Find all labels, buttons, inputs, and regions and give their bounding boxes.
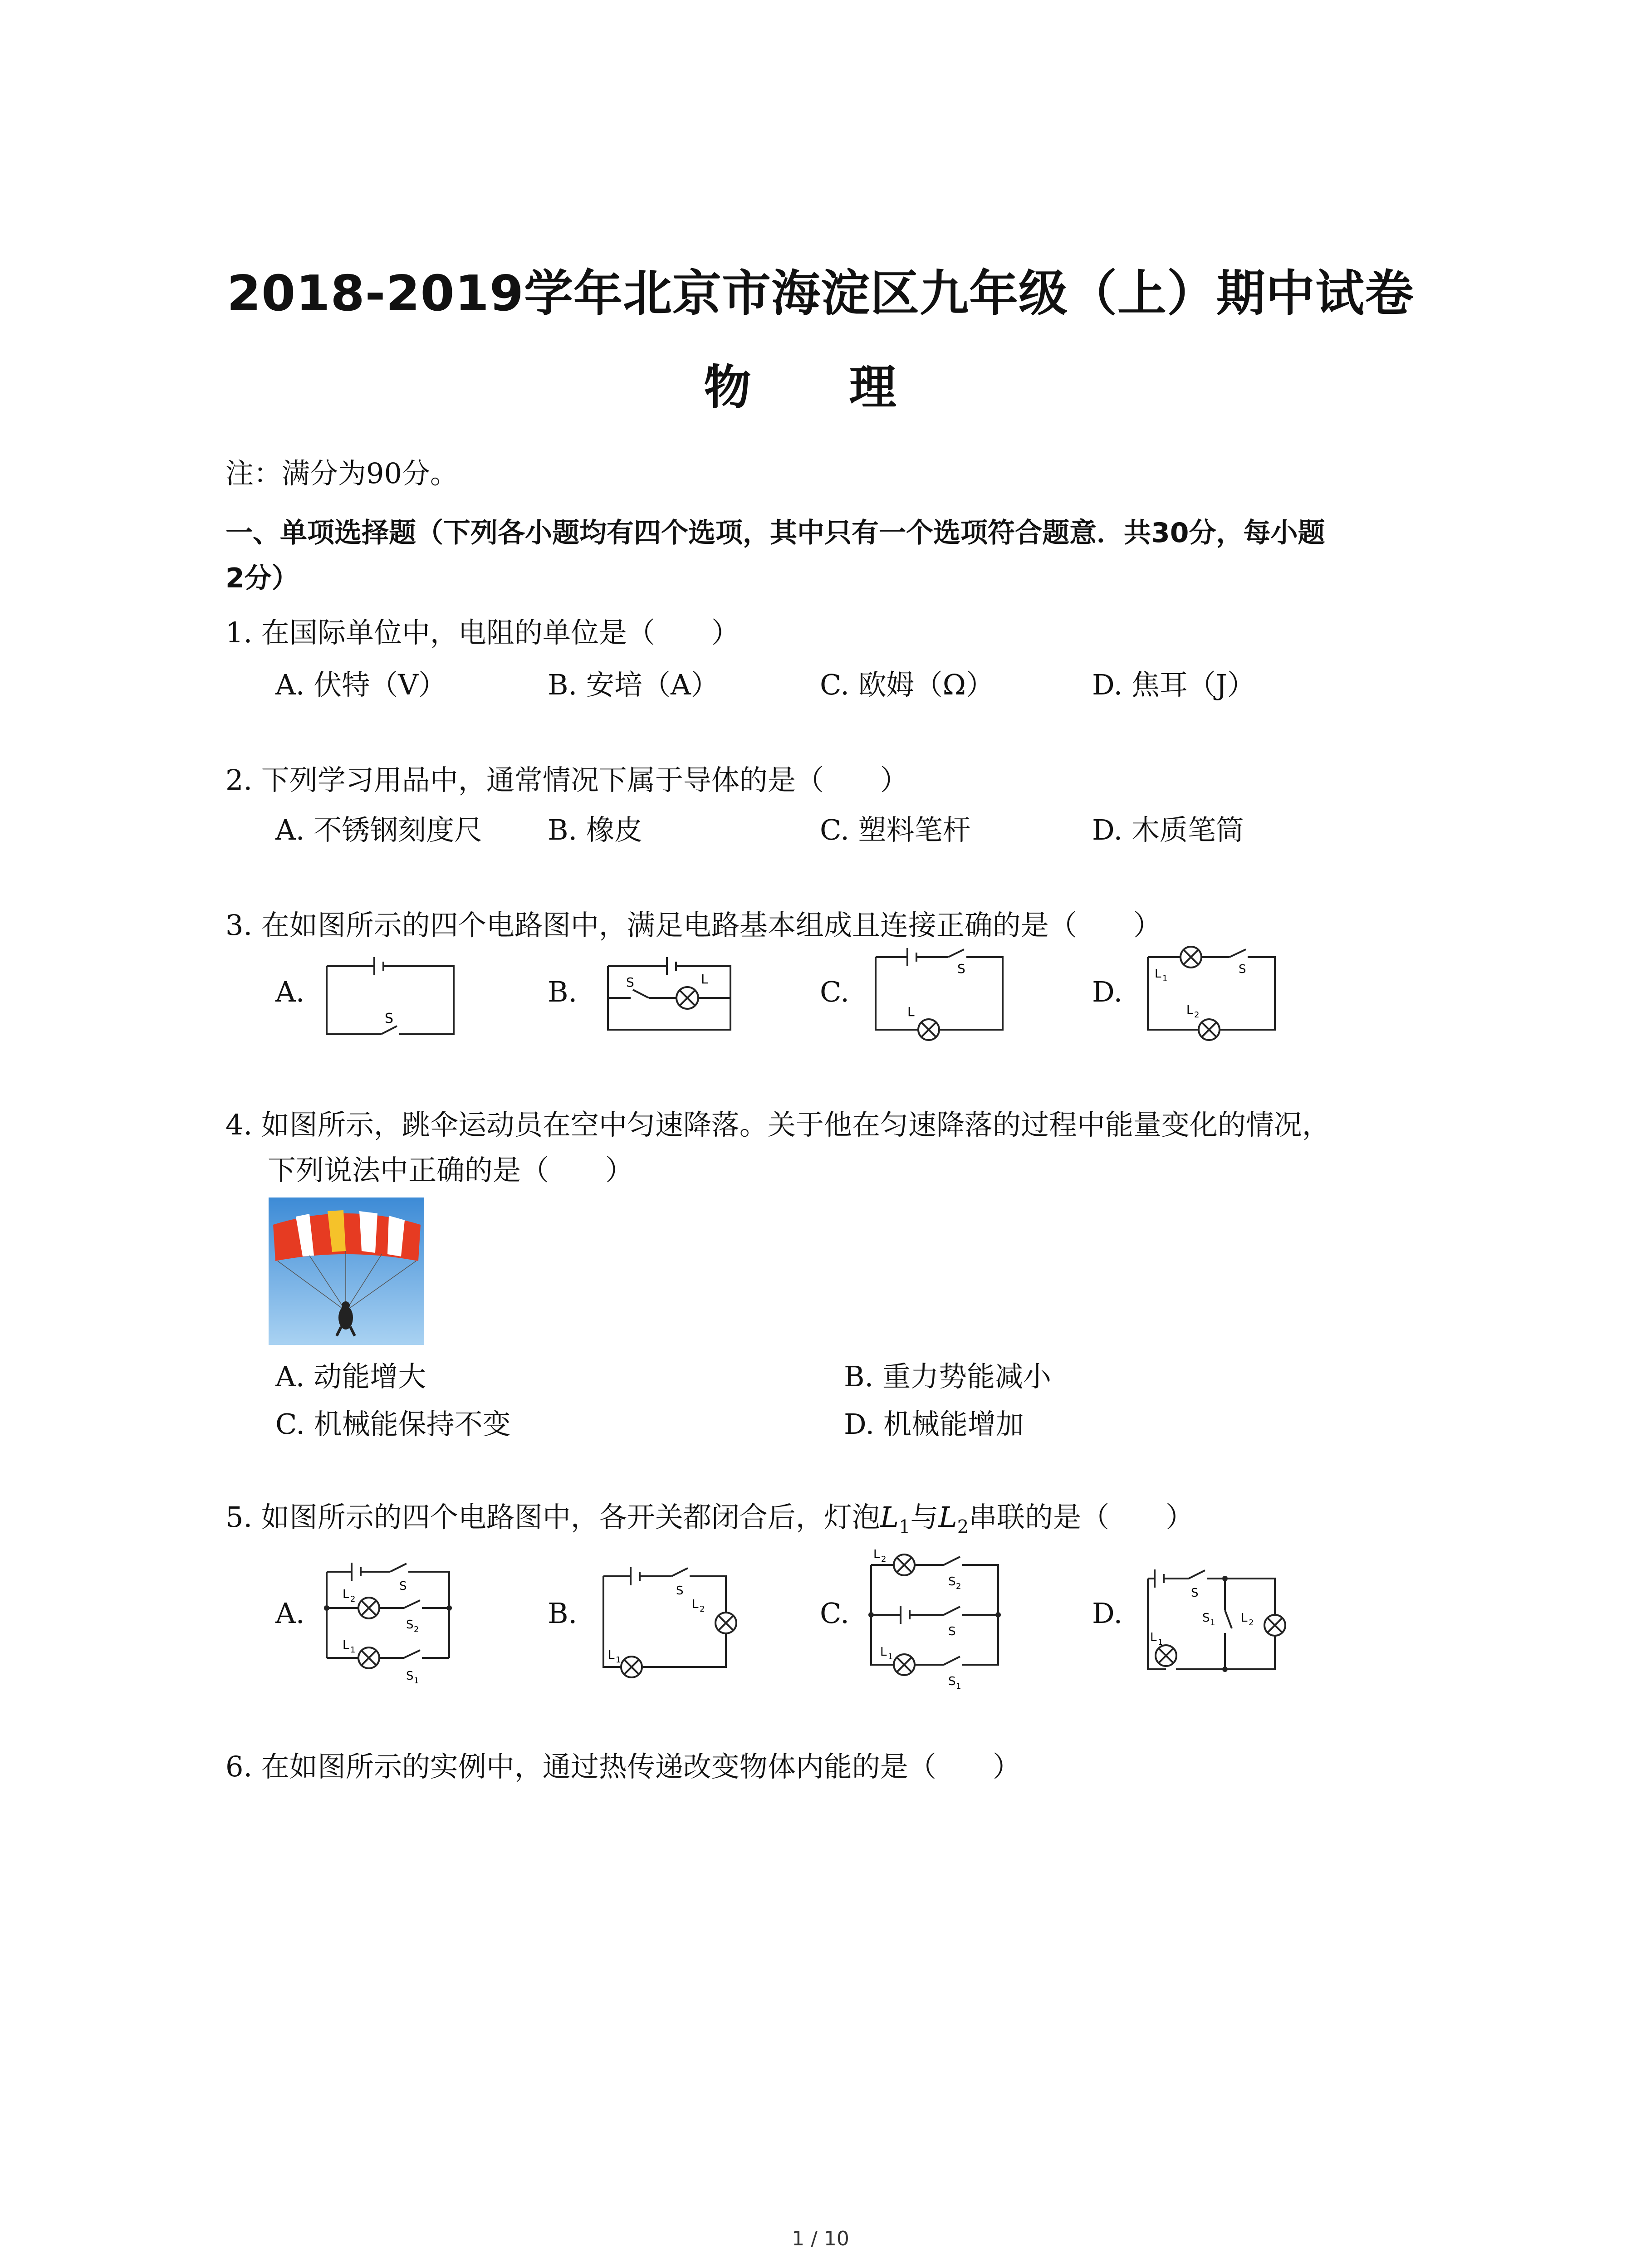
question-2-option-a: A. 不锈钢刻度尺 — [275, 813, 483, 846]
question-5-option-c: C. — [820, 1597, 849, 1630]
subject-title: 物 理 — [704, 360, 937, 415]
question-6-stem: 6. 在如图所示的实例中，通过热传递改变物体内能的是（ ） — [225, 1750, 1021, 1783]
svg-text:S: S — [626, 975, 634, 990]
question-4-option-d: D. 机械能增加 — [844, 1408, 1024, 1441]
svg-text:L: L — [1241, 1611, 1248, 1625]
svg-text:L: L — [880, 1645, 887, 1659]
question-1-option-d: D. 焦耳（J） — [1092, 668, 1255, 701]
question-5-stem: 5. 如图所示的四个电路图中，各开关都闭合后，灯泡$L_1$与$L_2$串联的是（ ） — [225, 1501, 1194, 1538]
svg-text:1: 1 — [956, 1681, 961, 1691]
score-note: 注：满分为90分。 — [225, 457, 458, 490]
svg-text:1: 1 — [1210, 1618, 1215, 1628]
svg-text:L: L — [1150, 1631, 1157, 1644]
svg-text:S: S — [948, 1575, 956, 1589]
svg-text:S: S — [957, 961, 965, 976]
svg-text:1: 1 — [1158, 1637, 1163, 1647]
question-4-stem-cont: 下列说法中正确的是（ ） — [268, 1154, 634, 1187]
svg-text:L: L — [873, 1548, 880, 1561]
question-3-stem: 3. 在如图所示的四个电路图中，满足电路基本组成且连接正确的是（ ） — [225, 909, 1161, 942]
svg-text:L: L — [343, 1638, 349, 1652]
question-2-option-b: B. 橡皮 — [548, 813, 642, 846]
svg-text:S: S — [1239, 963, 1246, 976]
q3-circuit-b — [599, 948, 740, 1041]
svg-text:2: 2 — [1194, 1010, 1200, 1020]
question-1-option-a: A. 伏特（V） — [275, 668, 446, 701]
svg-text:1: 1 — [1162, 974, 1168, 983]
question-2-stem: 2. 下列学习用品中，通常情况下属于导体的是（ ） — [225, 763, 908, 797]
svg-text:L: L — [1155, 967, 1161, 981]
question-4-option-b: B. 重力势能减小 — [844, 1360, 1051, 1393]
svg-text:1: 1 — [888, 1652, 893, 1662]
question-5-option-b: B. — [548, 1597, 578, 1630]
exam-title: 2018-2019学年北京市海淀区九年级（上）期中试卷 — [227, 265, 1414, 322]
svg-text:1: 1 — [350, 1645, 356, 1655]
q5-circuit-b — [594, 1558, 744, 1682]
parachute-photo — [269, 1198, 424, 1345]
question-3-option-b: B. — [548, 975, 578, 1008]
question-4-stem: 4. 如图所示，跳伞运动员在空中匀速降落。关于他在匀速降落的过程中能量变化的情况， — [225, 1108, 1330, 1141]
section-heading-cont: 2分） — [225, 562, 299, 594]
switch-label: S — [385, 1011, 394, 1026]
section-heading: 一、单项选择题（下列各小题均有四个选项，其中只有一个选项符合题意．共30分，每小题 — [225, 517, 1325, 549]
question-4-option-a: A. 动能增大 — [275, 1360, 426, 1393]
svg-text:S: S — [1191, 1586, 1199, 1600]
question-2-option-c: C. 塑料笔杆 — [820, 813, 971, 846]
svg-text:S: S — [1202, 1611, 1210, 1625]
svg-text:1: 1 — [414, 1676, 419, 1686]
q3-circuit-d — [1139, 946, 1284, 1045]
q5-circuit-c — [862, 1547, 1012, 1698]
svg-text:L: L — [343, 1588, 349, 1601]
svg-text:L: L — [907, 1004, 915, 1019]
svg-text:S: S — [948, 1675, 956, 1688]
question-5-option-a: A. — [275, 1597, 305, 1630]
q3-circuit-a — [318, 948, 463, 1045]
q3-circuit-c — [867, 946, 1012, 1045]
svg-text:1: 1 — [616, 1655, 621, 1665]
svg-text:2: 2 — [1249, 1618, 1254, 1628]
svg-text:L: L — [1186, 1003, 1193, 1017]
svg-text:L: L — [701, 972, 708, 987]
q5-circuit-a — [318, 1554, 463, 1691]
svg-text:2: 2 — [414, 1625, 419, 1634]
q5-circuit-d — [1139, 1560, 1288, 1680]
svg-text:S: S — [406, 1669, 414, 1683]
question-2-option-d: D. 木质笔筒 — [1092, 813, 1244, 846]
svg-text:2: 2 — [350, 1594, 356, 1604]
svg-text:L: L — [692, 1598, 699, 1611]
question-4-option-c: C. 机械能保持不变 — [275, 1408, 511, 1441]
question-1-option-b: B. 安培（A） — [548, 668, 719, 701]
question-3-option-a: A. — [275, 975, 305, 1008]
svg-text:S: S — [399, 1579, 407, 1593]
question-5-option-d: D. — [1092, 1597, 1123, 1630]
question-1-stem: 1. 在国际单位中，电阻的单位是（ ） — [225, 616, 740, 649]
svg-text:S: S — [676, 1584, 684, 1598]
svg-text:S: S — [406, 1618, 414, 1632]
svg-text:2: 2 — [700, 1604, 705, 1614]
page-number: 1 / 10 — [792, 2227, 849, 2250]
svg-text:2: 2 — [881, 1554, 887, 1564]
svg-text:L: L — [608, 1648, 615, 1662]
svg-text:S: S — [948, 1625, 956, 1638]
question-1-option-c: C. 欧姆（Ω） — [820, 668, 994, 701]
question-3-option-d: D. — [1092, 975, 1123, 1008]
svg-text:2: 2 — [956, 1582, 961, 1591]
question-3-option-c: C. — [820, 975, 849, 1008]
